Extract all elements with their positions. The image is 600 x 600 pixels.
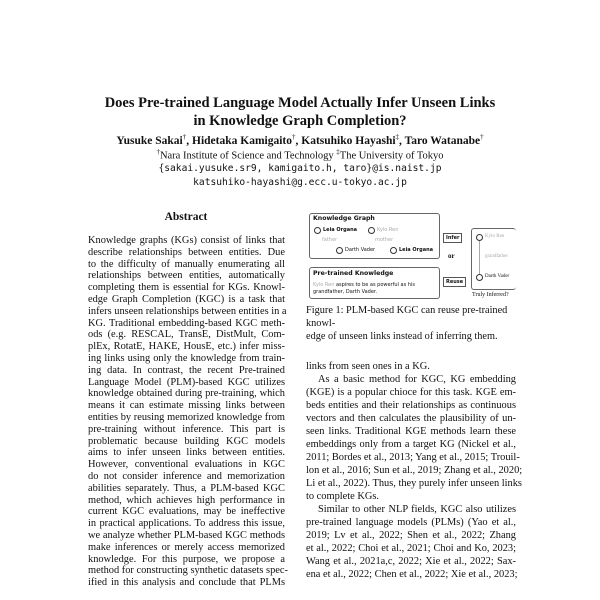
author: Taro Watanabe <box>404 134 481 147</box>
text-line: entities by reusing memorized knowledge from <box>88 411 285 423</box>
text-line: edge Graph Completion (KGC) is a task that <box>88 293 285 305</box>
text-line: However, conventional evaluations in KGC <box>88 459 285 471</box>
knowledge-graph-box <box>309 213 440 259</box>
paper-title <box>0 94 600 130</box>
text-line: in practical applications. To address this issue, <box>88 518 285 530</box>
author-mark: † <box>480 133 484 141</box>
text-line: describe relationships between entities. Due <box>88 246 285 258</box>
node-icon <box>336 247 343 254</box>
email-line: {sakai.yusuke.sr9, kamigaito.h, taro}@is.naist.jp <box>158 163 442 174</box>
text-line: infers unseen relationships between entities in a <box>88 305 287 317</box>
text-line: (KGE) is a popular chioce for this task. KGE em- <box>306 387 516 398</box>
text-line: method, which achieves high performance in <box>88 494 285 506</box>
node-icon <box>390 247 397 254</box>
text-line: means it can estimate missing links between <box>88 400 285 412</box>
title-line: Does Pre-trained Language Model Actually Infer Unseen Links <box>104 95 496 111</box>
node-icon <box>314 227 321 234</box>
text-line: 2019; Lv et al., 2022; Shen et al., 2022; Zhang <box>306 530 516 541</box>
node-icon <box>368 227 375 234</box>
text-line: pre-training without inference. This part is <box>88 423 285 435</box>
entity: Leia Organa <box>399 247 434 253</box>
author-mark: † <box>182 133 187 141</box>
output-box <box>471 228 516 290</box>
pretrained-knowledge-box <box>309 267 440 299</box>
text-line: aims to infer unseen links between entities. <box>88 447 285 459</box>
text-line: lon et al., 2016; Sun et al., 2019; Zhang et al., 2020; <box>306 465 523 476</box>
affiliations <box>0 148 600 162</box>
text-line: ing data. In contrast, the recent Pre-trained <box>88 364 285 376</box>
entity: Leia Organa <box>323 227 358 233</box>
author: Hidetaka Kamigaito <box>192 134 293 147</box>
author: Yusuke Sakai <box>116 134 183 147</box>
infer-arrow: Infer <box>443 233 462 243</box>
node-icon <box>476 274 483 281</box>
text-line: seen links. Traditional KGE methods learn these <box>306 426 516 437</box>
pk-title: Pre-trained Knowledge <box>313 270 394 277</box>
text-line: Li et al., 2022). Thus, they purely infer unseen links <box>306 478 522 489</box>
entity: Darth Vader <box>485 274 510 279</box>
figure-caption <box>306 304 516 343</box>
text-line: plEx, RotatE, HAKE, HousE, etc.) infer miss- <box>88 341 285 353</box>
caption-line: edge of unseen links instead of inferring them. <box>306 331 498 342</box>
text-line: Wang et al., 2021a,c, 2022; Xie et al., 2022; Sax- <box>306 556 516 567</box>
caption-line: Figure 1: PLM-based KGC can reuse pre-trained knowl- <box>306 305 508 329</box>
pk-text: grandfather, Darth Vader. <box>313 289 378 295</box>
relation: grandfather <box>485 254 509 259</box>
text-line: abilities separately. Thus, a PLM-based KGC <box>88 482 285 494</box>
pk-text: aspires to be as powerful as his <box>334 282 415 288</box>
text-line: method for constructing synthetic datasets spec- <box>88 565 288 577</box>
text-line: ods (e.g. RESCAL, TransE, DistMult, Com- <box>88 329 285 341</box>
text-line: current KGC evaluations, may be ineffective <box>88 506 285 518</box>
truly-inferred-label: Truly Inferred? <box>472 292 509 298</box>
text-line: ified in this analysis and conclude that PLMs <box>88 577 285 589</box>
entity: Kylo Ren <box>313 282 335 288</box>
text-line: knowledge. For this purpose, we propose a <box>88 553 285 565</box>
text-line: As a basic method for KGC, KG embedding <box>318 374 516 385</box>
text-line: Similar to other NLP fields, KGC also utilizes <box>318 504 516 515</box>
text-line: ena et al., 2022; Chen et al., 2022; Xie et al., 2023; <box>306 569 518 580</box>
text-line: 2011; Bordes et al., 2013; Yang et al., 2015; Trouil- <box>306 452 520 463</box>
text-line: beds entities and their relationships as continuous <box>306 400 516 411</box>
text-line: relationships between entities, automatically <box>88 270 285 282</box>
affiliation: The University of Tokyo <box>339 150 444 162</box>
kg-title: Knowledge Graph <box>313 215 375 222</box>
text-line: KG. Traditional embedding-based KGC meth- <box>88 317 285 329</box>
text-line: make inferences or merely access memorized <box>88 541 285 553</box>
text-line: ing links using only the knowledge from train- <box>88 352 285 364</box>
title-line: in Knowledge Graph Completion? <box>193 113 407 129</box>
relation: mother <box>375 237 394 243</box>
relation: father <box>322 237 338 243</box>
text-line: to complete KGs. <box>306 491 380 502</box>
abstract-heading: Abstract <box>164 211 208 223</box>
author-mark: † <box>292 133 296 141</box>
text-line: links from seen ones in a KG. <box>306 361 430 372</box>
text-line: problematic because building KGC models <box>88 435 285 447</box>
abstract-body <box>88 235 288 589</box>
text-line: Language Model (PLM)-based KGC utilizes <box>88 376 285 388</box>
email-line: katsuhiko-hayashi@g.ecc.u-tokyo.ac.jp <box>193 177 407 188</box>
text-line: Knowledge graphs (KGs) consist of links that <box>88 235 285 246</box>
affiliation: Nara Institute of Science and Technology <box>159 150 337 162</box>
text-line: knowledge obtained during pre-training, which <box>88 388 285 400</box>
author-list: Yusuke Sakai†, Hidetaka Kamigaito†, Katsuhiko Hayashi‡, Taro Watanabe† <box>116 133 484 147</box>
entity: Darth Vader <box>345 247 376 253</box>
affil-mark: † <box>156 148 160 156</box>
entity: Kylo Ren <box>377 227 399 233</box>
entity: Kylo Ren <box>485 234 505 239</box>
text-line: pre-trained language models (PLMs) (Yao et al., <box>306 517 516 528</box>
text-line: embeddings only from a target KG (Nickel et al., <box>306 439 516 450</box>
intro-body <box>306 360 523 581</box>
author-mark: ‡ <box>395 133 400 141</box>
text-line: et al., 2022; Choi et al., 2021; Choi and Ko, 2023; <box>306 543 516 554</box>
or-label: or <box>448 252 455 260</box>
text-line: to the difficulty of manually enumerating all <box>88 258 285 270</box>
node-icon <box>476 234 483 241</box>
edge <box>479 241 480 274</box>
text-line: completing them is essential for KGs. Knowl- <box>88 282 285 294</box>
affil-mark: ‡ <box>336 148 340 156</box>
text-line: do not consider inference and memorization <box>88 470 285 482</box>
author: Katsuhiko Hayashi <box>301 134 396 147</box>
text-line: vectors and then calculates the plausibility of un- <box>306 413 516 424</box>
text-line: we analyze whether PLM-based KGC methods <box>88 529 285 541</box>
reuse-arrow: Reuse <box>443 277 466 287</box>
